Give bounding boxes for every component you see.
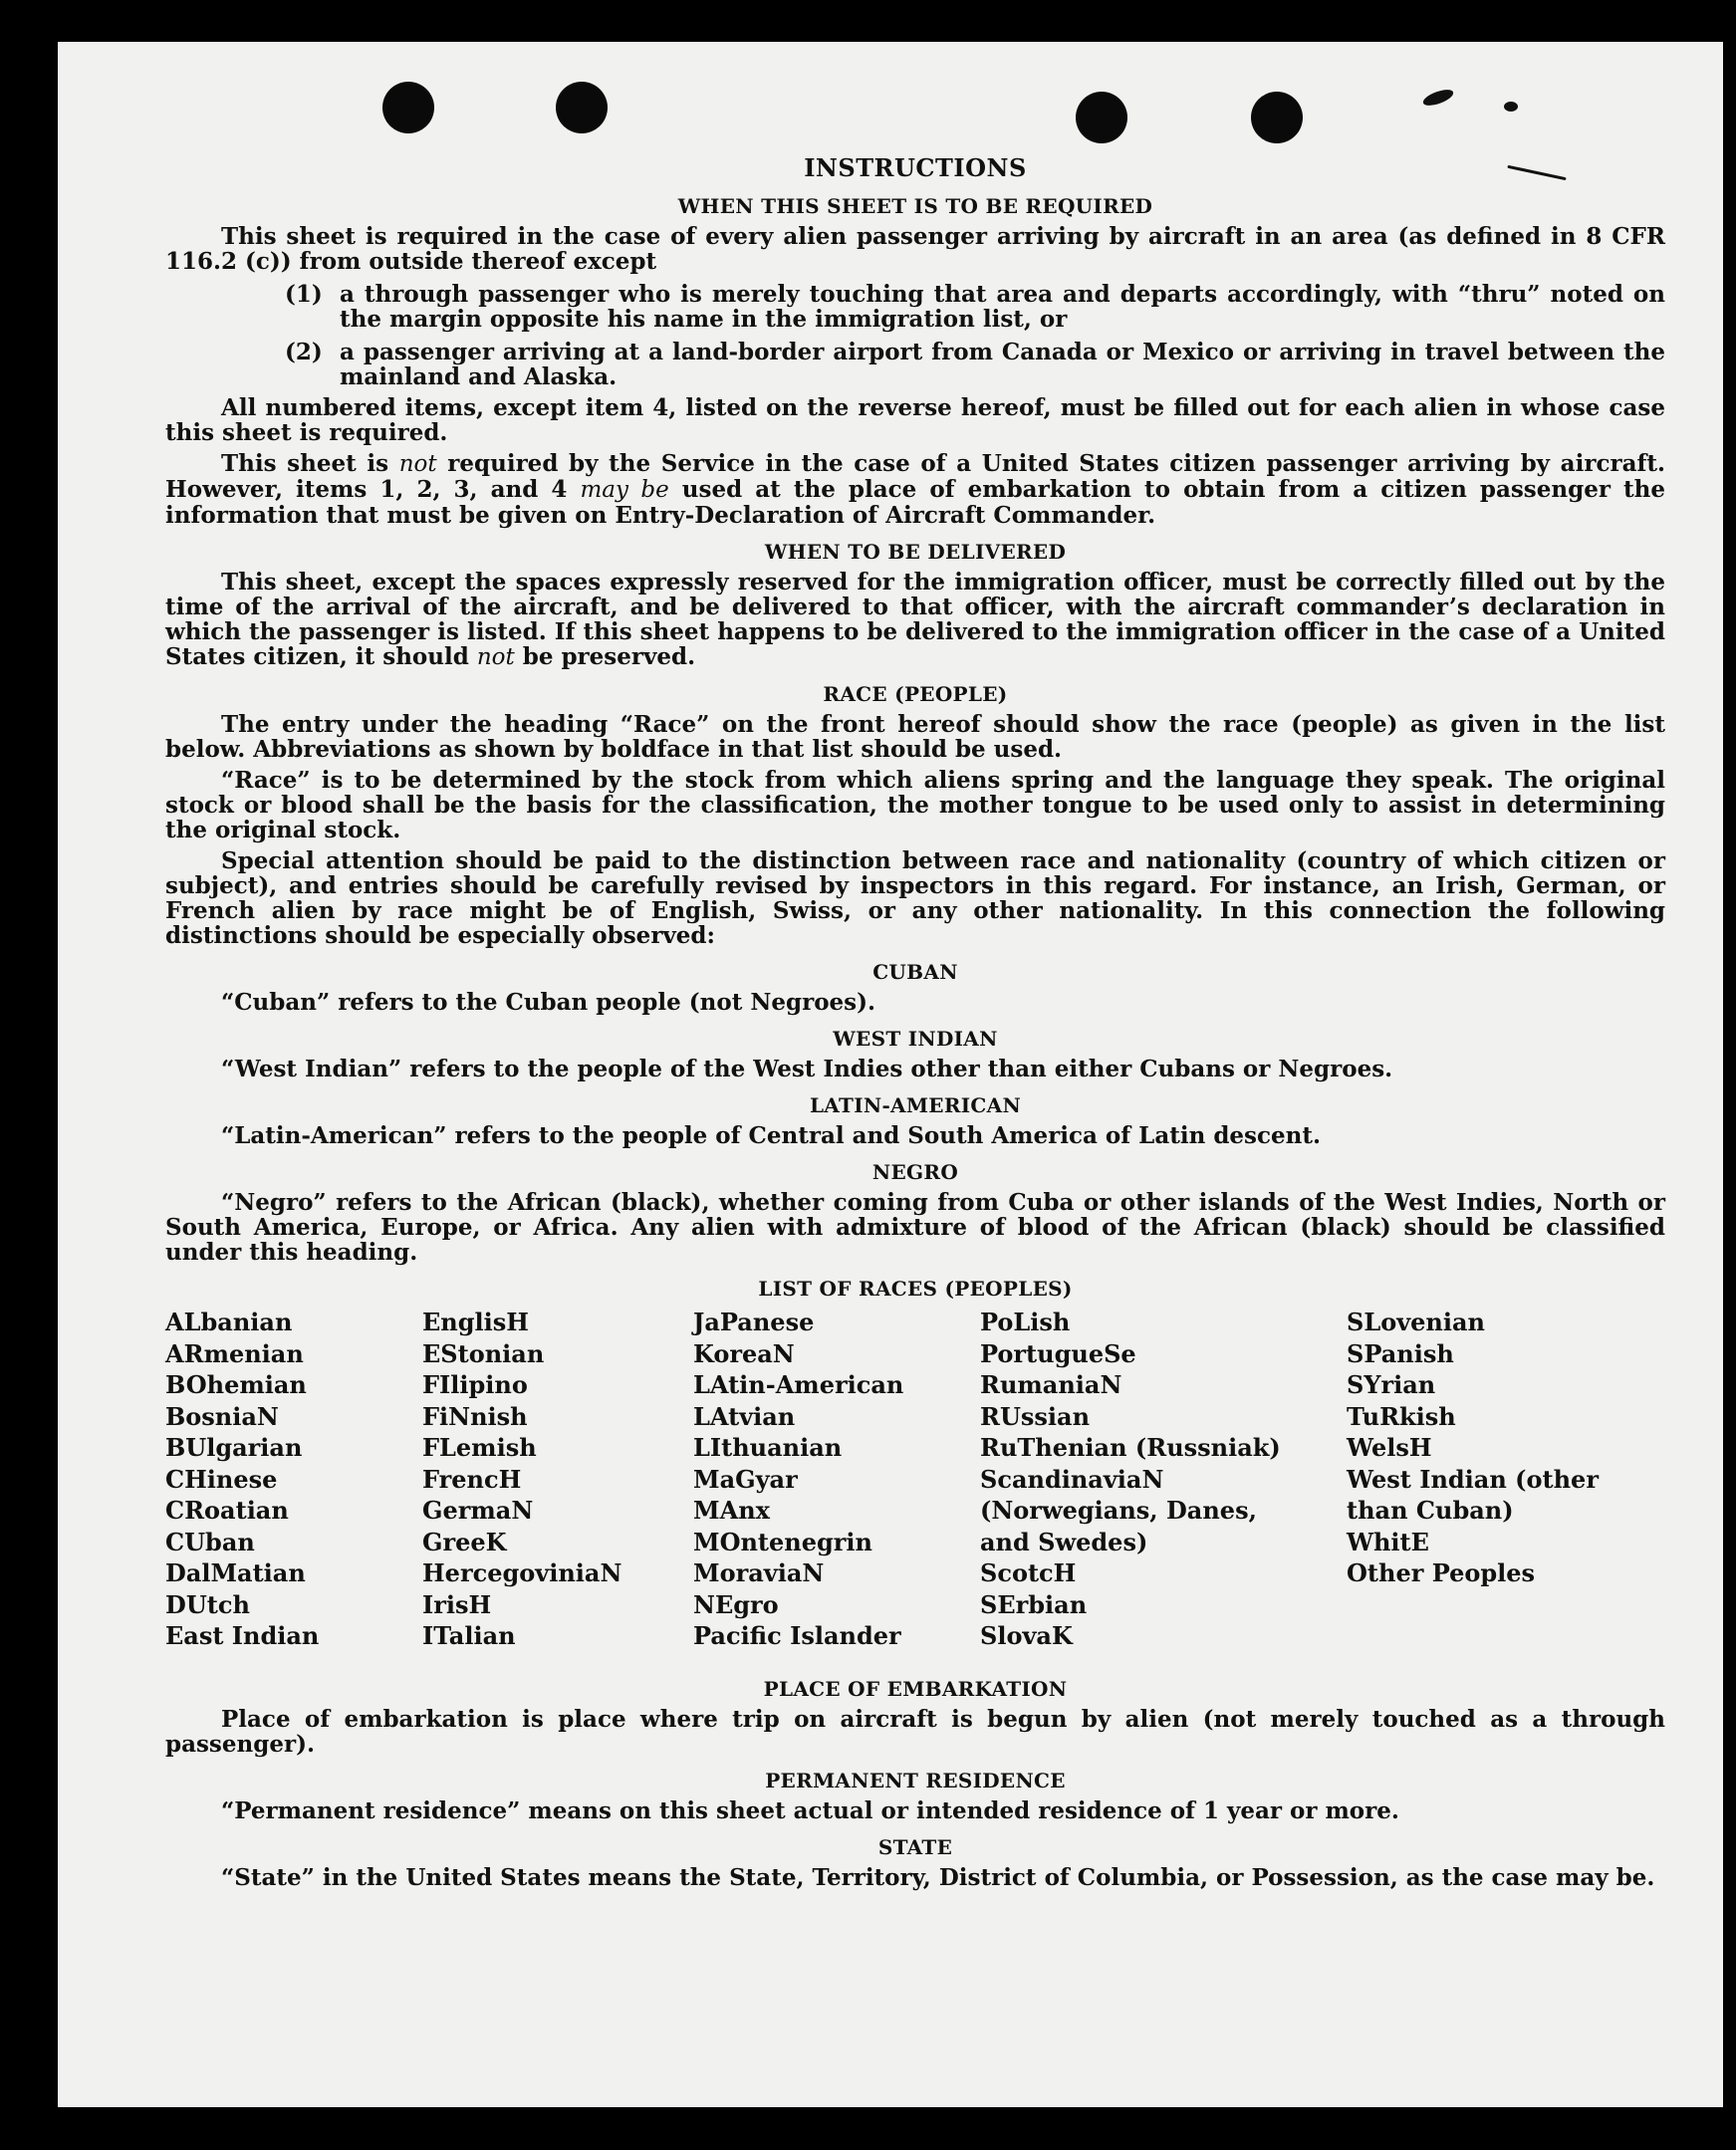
- section-heading-negro: NEGRO: [871, 1160, 959, 1184]
- race-entry: SLovenian: [1347, 1308, 1485, 1336]
- required-intro: This sheet is required in the case of every alien passenger arriving by aircraft in an area (as defined in 8 CFR 116.2 (c)) from outside thereof except: [165, 223, 1665, 275]
- race-entry: CUban: [165, 1527, 255, 1556]
- race-entry: KoreaN: [693, 1338, 795, 1368]
- race-entry: WelsH: [1347, 1433, 1432, 1462]
- section-heading-cuban: CUBAN: [872, 960, 958, 984]
- race-entry: JaPanese: [693, 1308, 815, 1336]
- race-entry: ITalian: [422, 1621, 516, 1650]
- race-entry: RumaniaN: [980, 1370, 1122, 1399]
- race-entry: BUlgarian: [165, 1433, 303, 1462]
- ink-smudge: [1504, 102, 1518, 112]
- item-text: a passenger arriving at a land-border airport from Canada or Mexico or arriving in travel between the mainland and Alaska.: [340, 339, 1665, 390]
- negro-definition: “Negro” refers to the African (black), whether coming from Cuba or other islands of the West Indies, North or South America, Europe, or Africa. Any alien with admixture of blood of the African (black) should be classified under this heading.: [165, 1189, 1665, 1266]
- section-heading-delivered: WHEN TO BE DELIVERED: [764, 540, 1067, 564]
- item-text: a through passenger who is merely touching that area and departs accordingly, with “thru” noted on the margin opposite his name in the immigration list, or: [340, 281, 1665, 333]
- race-paragraph-3: Special attention should be paid to the distinction between race and nationality (country of which citizen or subject), and entries should be carefully revised by inspectors in this regard. For instance, an Irish, German, or French alien by race might be of English, Swiss, or any other nationality. In this connection the following distinctions should be especially observed:: [165, 847, 1665, 949]
- race-entry: LAtvian: [693, 1401, 796, 1431]
- race-entry: Other Peoples: [1347, 1558, 1536, 1587]
- item-number: (2): [285, 339, 323, 365]
- race-entry: West Indian (other than Cuban): [1347, 1464, 1599, 1525]
- race-entry: ScandinaviaN (Norwegians, Danes, and Swedes): [980, 1464, 1257, 1556]
- race-entry: SPanish: [1347, 1338, 1454, 1368]
- document-page: [58, 42, 1723, 2107]
- residence-definition: “Permanent residence” means on this sheet actual or intended residence of 1 year or more.: [221, 1797, 1399, 1824]
- race-entry: FrencH: [422, 1464, 522, 1494]
- race-entry: ALbanian: [165, 1308, 293, 1336]
- race-entry: FLemish: [422, 1433, 537, 1462]
- exception-item: [285, 340, 1665, 389]
- citizen-paragraph: This sheet is not required by the Service in the case of a United States citizen passenger arriving by aircraft. However, items 1, 2, 3, and 4 may be used at the place of embarkation to obtain from a citizen passenger the information that must be given on Entry-Declaration of Aircraft Commander.: [165, 450, 1665, 529]
- race-entry: SErbian: [980, 1589, 1088, 1619]
- race-entry: RuThenian (Russniak): [980, 1433, 1281, 1462]
- race-entry: IrisH: [422, 1589, 492, 1619]
- race-list: [165, 1307, 1665, 1665]
- race-entry: MaGyar: [693, 1464, 798, 1494]
- race-entry: CRoatian: [165, 1496, 289, 1525]
- race-entry: SYrian: [1347, 1370, 1436, 1399]
- race-entry: Pacific Islander: [693, 1621, 901, 1650]
- race-column: [1347, 1307, 1606, 1589]
- race-entry: ScotcH: [980, 1558, 1077, 1587]
- ink-smudge: [1421, 87, 1455, 109]
- race-entry: CHinese: [165, 1464, 278, 1494]
- delivered-paragraph: This sheet, except the spaces expressly reserved for the immigration officer, must be correctly filled out by the time of the arrival of the aircraft, and be delivered to that officer, with the aircraft commander’s declaration in which the passenger is listed. If this sheet happens to be delivered to the immigration officer in the case of a United States citizen, it should not be preserved.: [165, 569, 1665, 670]
- race-entry: MoraviaN: [693, 1558, 825, 1587]
- race-entry: GermaN: [422, 1496, 534, 1525]
- race-entry: MOntenegrin: [693, 1527, 872, 1556]
- race-entry: LIthuanian: [693, 1433, 843, 1462]
- section-heading-latin-american: LATIN-AMERICAN: [809, 1093, 1022, 1117]
- race-entry: DalMatian: [165, 1558, 306, 1587]
- race-entry: PoLish: [980, 1308, 1071, 1336]
- west-indian-definition: “West Indian” refers to the people of the West Indies other than either Cubans or Negroes.: [221, 1056, 1393, 1082]
- race-entry: LAtin-American: [693, 1370, 904, 1399]
- race-entry: East Indian: [165, 1621, 320, 1650]
- section-heading-race: RACE (PEOPLE): [823, 682, 1008, 706]
- race-entry: PortugueSe: [980, 1338, 1136, 1368]
- race-entry: WhitE: [1347, 1527, 1429, 1556]
- section-heading-state: STATE: [877, 1835, 953, 1859]
- race-entry: FIlipino: [422, 1370, 528, 1399]
- race-column: [980, 1307, 1279, 1652]
- race-paragraph-1: The entry under the heading “Race” on the front hereof should show the race (people) as given in the list below. Abbreviations as shown by boldface in that list should be used.: [165, 711, 1665, 763]
- race-column: [422, 1307, 621, 1652]
- numbered-items-paragraph: All numbered items, except item 4, listed on the reverse hereof, must be filled out for each alien in whose case this sheet is required.: [165, 394, 1665, 446]
- race-paragraph-2: “Race” is to be determined by the stock from which aliens spring and the language they speak. The original stock or blood shall be the basis for the classification, the mother tongue to be used only to assist in determining the original stock.: [165, 767, 1665, 843]
- race-entry: HercegoviniaN: [422, 1558, 622, 1587]
- race-entry: EnglisH: [422, 1308, 529, 1336]
- race-entry: RUssian: [980, 1401, 1091, 1431]
- race-column: [693, 1307, 903, 1652]
- state-definition: “State” in the United States means the State, Territory, District of Columbia, or Possession, as the case may be.: [221, 1864, 1655, 1891]
- race-entry: FiNnish: [422, 1401, 528, 1431]
- race-entry: GreeK: [422, 1527, 507, 1556]
- section-heading-required: WHEN THIS SHEET IS TO BE REQUIRED: [677, 194, 1153, 218]
- embarkation-definition: Place of embarkation is place where trip on aircraft is begun by alien (not merely touched as a through passenger).: [165, 1706, 1665, 1758]
- race-entry: EStonian: [422, 1338, 545, 1368]
- race-entry: MAnx: [693, 1496, 770, 1525]
- race-column: [165, 1307, 319, 1652]
- section-heading-embarkation: PLACE OF EMBARKATION: [763, 1677, 1068, 1701]
- race-entry: NEgro: [693, 1589, 779, 1619]
- race-entry: DUtch: [165, 1589, 250, 1619]
- latin-american-definition: “Latin-American” refers to the people of Central and South America of Latin descent.: [221, 1122, 1321, 1149]
- race-entry: BOhemian: [165, 1370, 307, 1399]
- section-heading-residence: PERMANENT RESIDENCE: [765, 1769, 1066, 1792]
- race-entry: TuRkish: [1347, 1401, 1456, 1431]
- instructions-content: [165, 114, 1665, 1890]
- race-entry: ARmenian: [165, 1338, 304, 1368]
- section-heading-race-list: LIST OF RACES (PEOPLES): [758, 1277, 1073, 1301]
- item-number: (1): [285, 281, 323, 308]
- section-heading-west-indian: WEST INDIAN: [833, 1027, 998, 1051]
- exception-item: [285, 282, 1665, 332]
- race-entry: SlovaK: [980, 1621, 1073, 1650]
- page-title: INSTRUCTIONS: [804, 153, 1027, 182]
- race-entry: BosniaN: [165, 1401, 279, 1431]
- cuban-definition: “Cuban” refers to the Cuban people (not Negroes).: [221, 989, 876, 1016]
